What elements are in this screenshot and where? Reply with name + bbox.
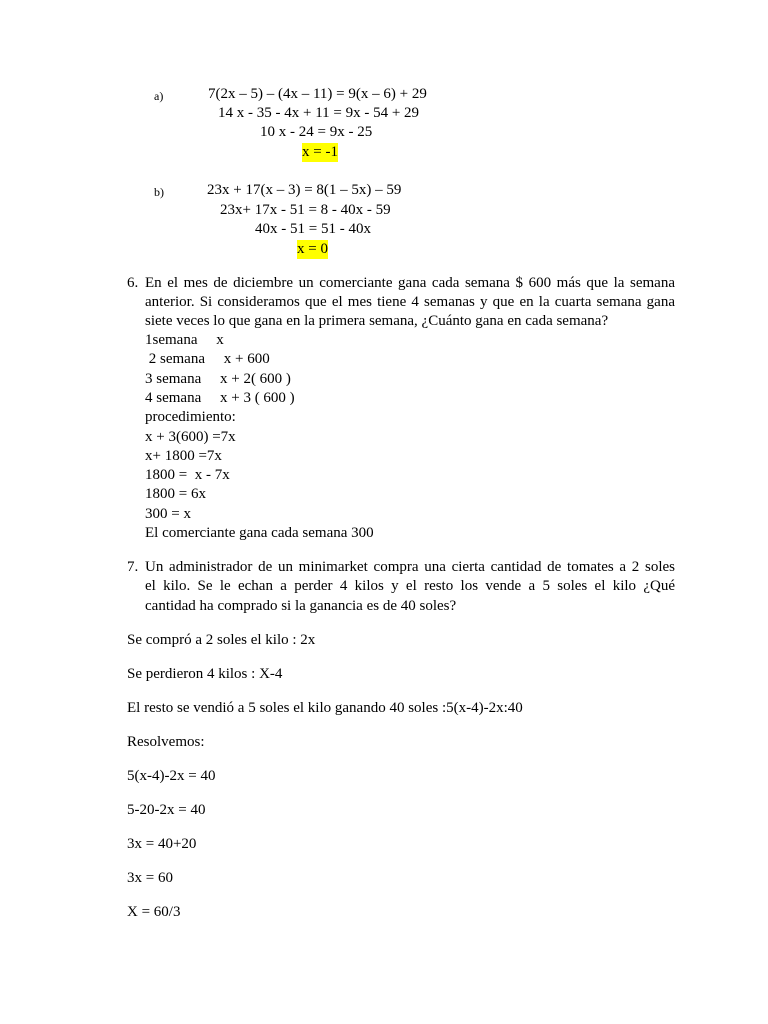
problem-7-solution-line: Se perdieron 4 kilos : X-4 — [127, 666, 283, 682]
problem-6-number: 6. — [127, 275, 139, 291]
problem-6-week-line: 2 semana x + 600 — [145, 351, 270, 367]
problem-7-statement-line: el kilo. Se le echan a perder 4 kilos y el resto los vende a 5 soles el kilo ¿Qué — [145, 578, 675, 594]
part-a-equation: 7(2x – 5) – (4x – 11) = 9(x – 6) + 29 — [208, 86, 427, 102]
problem-7-solution-line: Se compró a 2 soles el kilo : 2x — [127, 632, 316, 648]
problem-6-statement-line: anterior. Si consideramos que el mes tiene 4 semanas y que en la cuarta semana gana — [145, 294, 675, 310]
problem-7-solution-line: 5-20-2x = 40 — [127, 802, 206, 818]
problem-6-statement-line: siete veces lo que gana en la primera semana, ¿Cuánto gana en cada semana? — [145, 313, 609, 329]
part-b-result: x = 0 — [297, 241, 328, 257]
part-b-step: 23x+ 17x - 51 = 8 - 40x - 59 — [220, 202, 391, 218]
problem-6-step: x + 3(600) =7x — [145, 429, 236, 445]
part-b-equation: 23x + 17(x – 3) = 8(1 – 5x) – 59 — [207, 182, 402, 198]
problem-6-statement-line: En el mes de diciembre un comerciante gana cada semana $ 600 más que la semana — [145, 275, 675, 291]
problem-6-week-line: 3 semana x + 2( 600 ) — [145, 371, 291, 387]
problem-6-step: 1800 = x - 7x — [145, 467, 230, 483]
problem-7-number: 7. — [127, 559, 139, 575]
part-a-result: x = -1 — [302, 144, 338, 160]
problem-7-solution-line: 5(x-4)-2x = 40 — [127, 768, 216, 784]
problem-7-solution-line: Resolvemos: — [127, 734, 205, 750]
problem-6-answer: El comerciante gana cada semana 300 — [145, 525, 374, 541]
problem-7-statement-line: Un administrador de un minimarket compra una cierta cantidad de tomates a 2 soles — [145, 559, 675, 575]
problem-6-step: 1800 = 6x — [145, 486, 206, 502]
part-b-label: b) — [154, 185, 164, 199]
part-a-label: a) — [154, 89, 164, 103]
problem-7-solution-line: 3x = 40+20 — [127, 836, 197, 852]
problem-6-procedure-label: procedimiento: — [145, 409, 236, 425]
problem-7-statement-line: cantidad ha comprado si la ganancia es de 40 soles? — [145, 598, 457, 614]
problem-7-solution-line: El resto se vendió a 5 soles el kilo ganando 40 soles :5(x-4)-2x:40 — [127, 700, 523, 716]
problem-6-step: 300 = x — [145, 506, 191, 522]
part-a-step: 10 x - 24 = 9x - 25 — [260, 124, 373, 140]
part-a-step: 14 x - 35 - 4x + 11 = 9x - 54 + 29 — [218, 105, 420, 121]
part-b-step: 40x - 51 = 51 - 40x — [255, 221, 371, 237]
problem-7-solution-line: X = 60/3 — [127, 904, 181, 920]
problem-6-step: x+ 1800 =7x — [145, 448, 222, 464]
problem-7-solution-line: 3x = 60 — [127, 870, 173, 886]
problem-6-week-line: 1semana x — [145, 332, 224, 348]
problem-6-week-line: 4 semana x + 3 ( 600 ) — [145, 390, 295, 406]
